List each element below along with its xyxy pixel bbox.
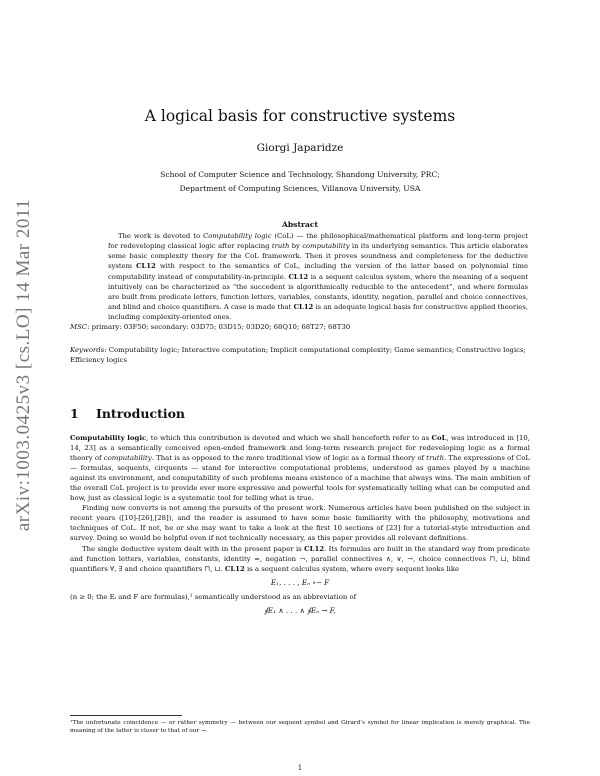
msc-classification: MSC: primary: 03F50; secondary: 03D75; 03D15; 03D20; 68Q10; 68T27; 68T30 xyxy=(70,323,351,331)
arxiv-identifier xyxy=(4,150,44,580)
paper-title: A logical basis for constructive systems xyxy=(144,107,456,125)
abstract-heading: Abstract xyxy=(281,220,319,229)
formula-abbreviation: ∮E₁ ∧ . . . ∧ ∮Eₙ → F, xyxy=(264,605,336,615)
introduction-body xyxy=(70,433,530,620)
section-heading: 1 Introduction xyxy=(70,406,186,421)
page-number: 1 xyxy=(297,764,303,772)
footnote: ¹The unfortunate coincidence — or rather symmetry — between our sequent symbol and Girard’s symbol for linear implication is merely graphical. The meaning of the latter is closer to that of our →. xyxy=(70,720,530,734)
abstract-body: The work is devoted to Computability logic (CoL) — the philosophical/mathematical platform and long-term project for redeveloping classical logic after replacing truth by computability in its underlying semantics. This article elaborates some basic complexity theory for the CoL framework. Then it proves soundness and completeness for the deductive system CL12 with respect to the semantics of CoL, including the version of the latter based on polynomial time computability instead of computability-in-principle. CL12 is a sequent calculus system, where the meaning of a sequent intuitively can be characterized as “the succedent is algorithmically reducible to the antecedent”, and where formulas are built from predicate letters, function letters, variables, constants, identity, negation, parallel and choice connectives, and blind and choice quantifiers. A case is made that CL12 is an adequate logical basis for constructive applied theories, including complexity-oriented ones. xyxy=(108,232,528,322)
paragraph: (n ≥ 0; the Eᵢ and F are formulas),¹ semantically understood as an abbreviation of xyxy=(70,592,357,601)
affiliation-2: Department of Computing Sciences, Villanova University, USA xyxy=(179,184,421,193)
author-name: Giorgi Japaridze xyxy=(256,142,344,154)
formula-sequent: E₁, . . . , Eₙ ∘− F xyxy=(270,577,330,587)
paragraph: Computability logic, to which this contribution is devoted and which we shall henceforth refer to as CoL, was introduced in [10, 14, 23] as a semantically conceived open-ended framework and long-term research project for redeveloping logic as a formal theory of computability. That is as opposed to the more traditional view of logic as a formal theory of truth. The expressions of CoL — formulas, sequents, cirquents — stand for interactive computational problems, understood as games played by a machine against its environment, and computability of such problems means existence of a machine that always wins. The main ambition of the overall CoL project is to provide ever more expressive and powerful tools for systematically telling what can be computed and how, just as classical logic is a systematic tool for telling what is true. xyxy=(70,434,530,503)
paragraph: The single deductive system dealt with in the present paper is CL12. Its formulas are built in the standard way from predicate and function letters, variables, constants, identity =, negation ¬, parallel connectives ∧, ∨, →, choice connectives ⊓, ⊔, blind quantifiers ∀, ∃ and choice quantifiers ⊓, ⊔. CL12 is a sequent calculus system, where every sequent looks like xyxy=(70,544,530,573)
paragraph: Finding new converts is not among the pursuits of the present work. Numerous articles have been published on the subject in recent years ([10]-[26],[28]), and the reader is assumed to have some basic familiarity with the philosophy, motivations and techniques of CoL. If not, he or she may want to take a look at the first 10 sections of [23] for a tutorial-style introduction and survey. Doing so would be helpful even if not technically necessary, as this paper provides all relevant definitions. xyxy=(70,504,530,543)
footnote-rule xyxy=(70,715,182,716)
arxiv-identifier-text: arXiv:1003.0425v3 [cs.LO] 14 Mar 2011 xyxy=(13,198,35,532)
affiliation-1: School of Computer Science and Technology, Shandong University, PRC; xyxy=(160,170,440,179)
keywords: Keywords: Computability logic; Interactive computation; Implicit computational complexity; Game semantics; Constructive logics; Efficiency logics xyxy=(70,346,526,365)
